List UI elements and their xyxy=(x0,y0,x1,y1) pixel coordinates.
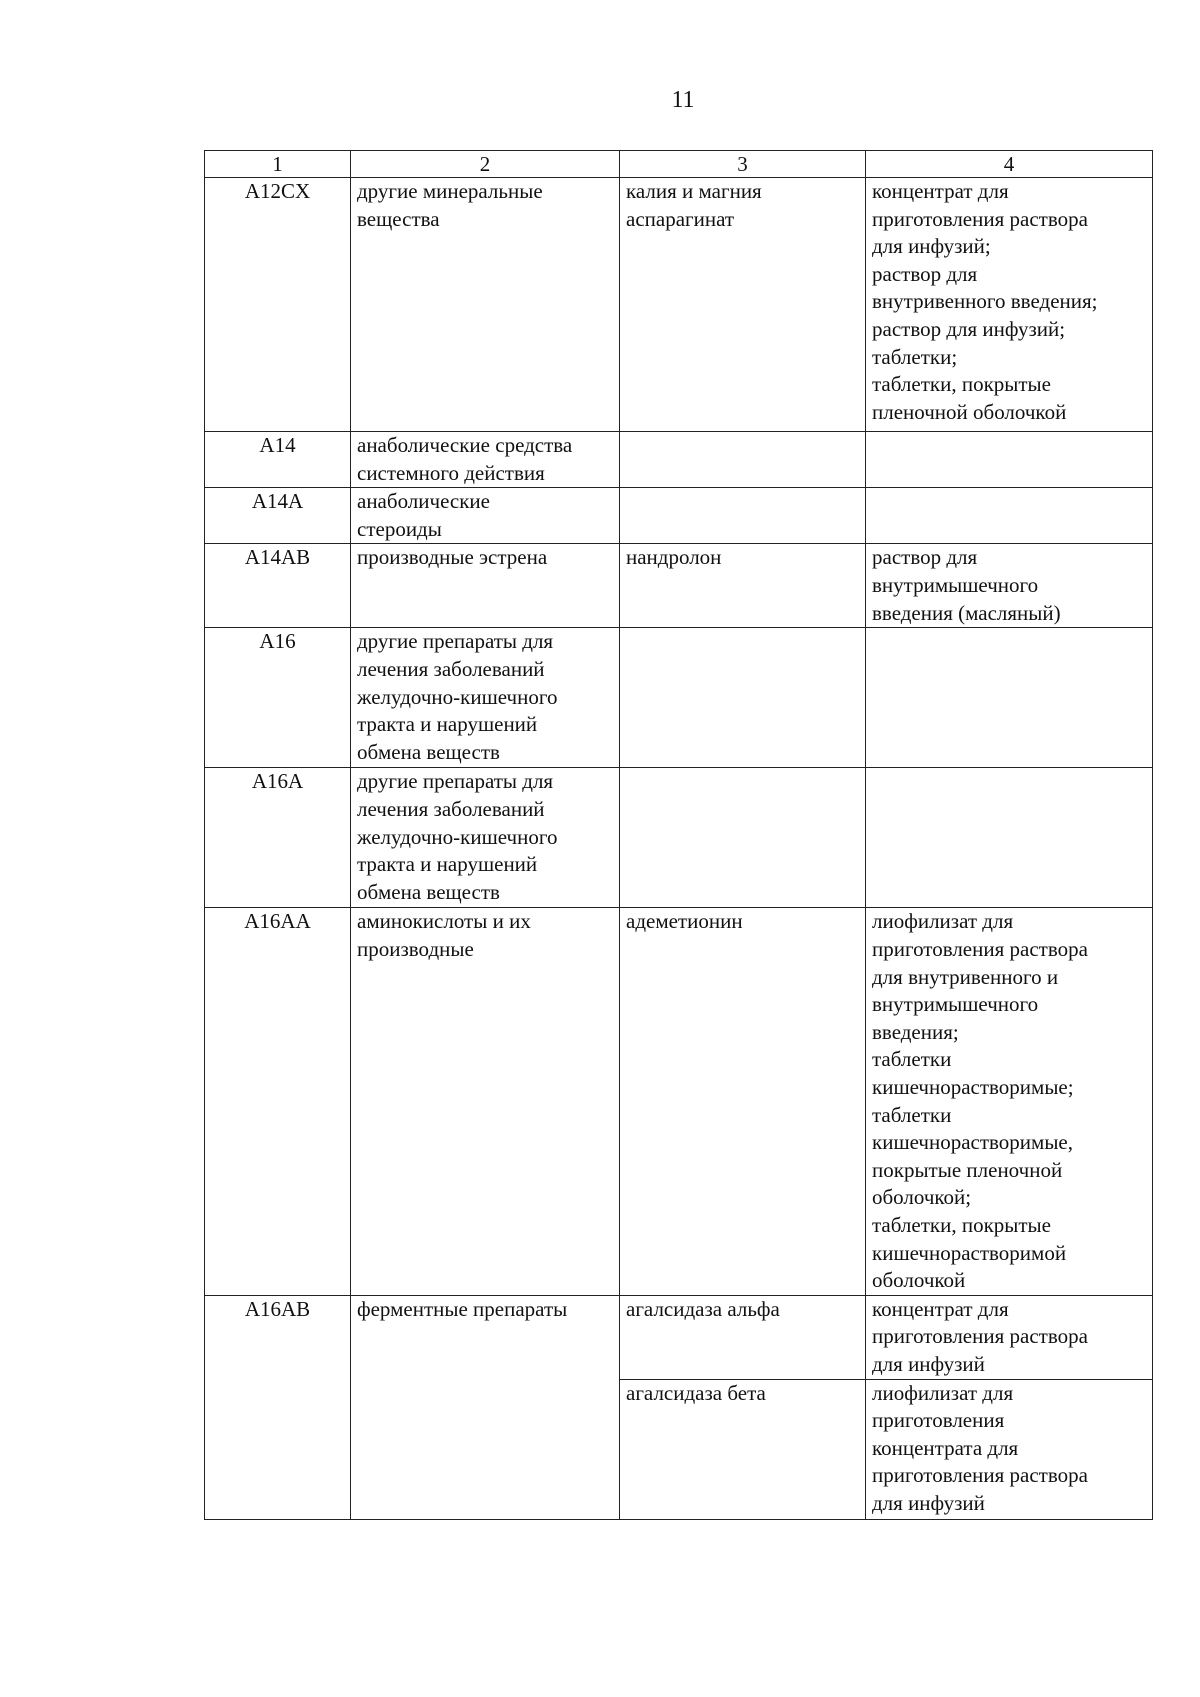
table-header-row xyxy=(205,151,1153,178)
atc-code: A14A xyxy=(205,488,351,544)
dosage-forms xyxy=(866,432,1153,488)
pharmacological-group: ферментные препараты xyxy=(351,1295,620,1519)
dosage-forms: концентрат для приготовления раствора для инфузий xyxy=(866,1295,1153,1379)
pharmacological-group: другие препараты для лечения заболеваний желудочно-кишечного тракта и нарушений обмена веществ xyxy=(351,768,620,908)
active-substance xyxy=(620,768,866,908)
table-row xyxy=(205,488,1153,544)
active-substance xyxy=(620,488,866,544)
page-number: 11 xyxy=(671,87,695,113)
table-row xyxy=(205,1295,1153,1379)
pharmacological-group: другие минеральные вещества xyxy=(351,178,620,432)
table-row xyxy=(205,544,1153,628)
pharmacological-group: анаболические стероиды xyxy=(351,488,620,544)
atc-code: A16A xyxy=(205,768,351,908)
table-row xyxy=(205,768,1153,908)
active-substance: адеметионин xyxy=(620,908,866,1295)
atc-code: A14 xyxy=(205,432,351,488)
header-cell: 1 xyxy=(205,151,351,178)
atc-code: A14AB xyxy=(205,544,351,628)
atc-code: A16AA xyxy=(205,908,351,1295)
dosage-forms: раствор для внутримышечного введения (масляный) xyxy=(866,544,1153,628)
pharmacological-group: аминокислоты и их производные xyxy=(351,908,620,1295)
pharmacological-group: анаболические средства системного действия xyxy=(351,432,620,488)
table-row xyxy=(205,432,1153,488)
dosage-forms xyxy=(866,628,1153,768)
table-row xyxy=(205,628,1153,768)
active-substance: нандролон xyxy=(620,544,866,628)
active-substance xyxy=(620,432,866,488)
active-substance: агалсидаза бета xyxy=(620,1379,866,1519)
dosage-forms: лиофилизат для приготовления раствора для внутривенного и внутримышечного введения; таблетки кишечнорастворимые; таблетки кишечнорастворимые, покрытые пленочной оболочкой; таблетки, покрытые кишечнорастворимой оболочкой xyxy=(866,908,1153,1295)
header-cell: 4 xyxy=(866,151,1153,178)
header-cell: 3 xyxy=(620,151,866,178)
dosage-forms xyxy=(866,768,1153,908)
table-row xyxy=(205,178,1153,432)
drug-table xyxy=(204,150,1153,1520)
active-substance: агалсидаза альфа xyxy=(620,1295,866,1379)
dosage-forms: концентрат для приготовления раствора для инфузий; раствор для внутривенного введения; раствор для инфузий; таблетки; таблетки, покрытые пленочной оболочкой xyxy=(866,178,1153,432)
header-cell: 2 xyxy=(351,151,620,178)
table-row xyxy=(205,908,1153,1295)
dosage-forms xyxy=(866,488,1153,544)
pharmacological-group: другие препараты для лечения заболеваний желудочно-кишечного тракта и нарушений обмена веществ xyxy=(351,628,620,768)
dosage-forms: лиофилизат для приготовления концентрата для приготовления раствора для инфузий xyxy=(866,1379,1153,1519)
active-substance xyxy=(620,628,866,768)
atc-code: A16AB xyxy=(205,1295,351,1519)
pharmacological-group: производные эстрена xyxy=(351,544,620,628)
active-substance: калия и магния аспарагинат xyxy=(620,178,866,432)
atc-code: A16 xyxy=(205,628,351,768)
atc-code: A12CX xyxy=(205,178,351,432)
